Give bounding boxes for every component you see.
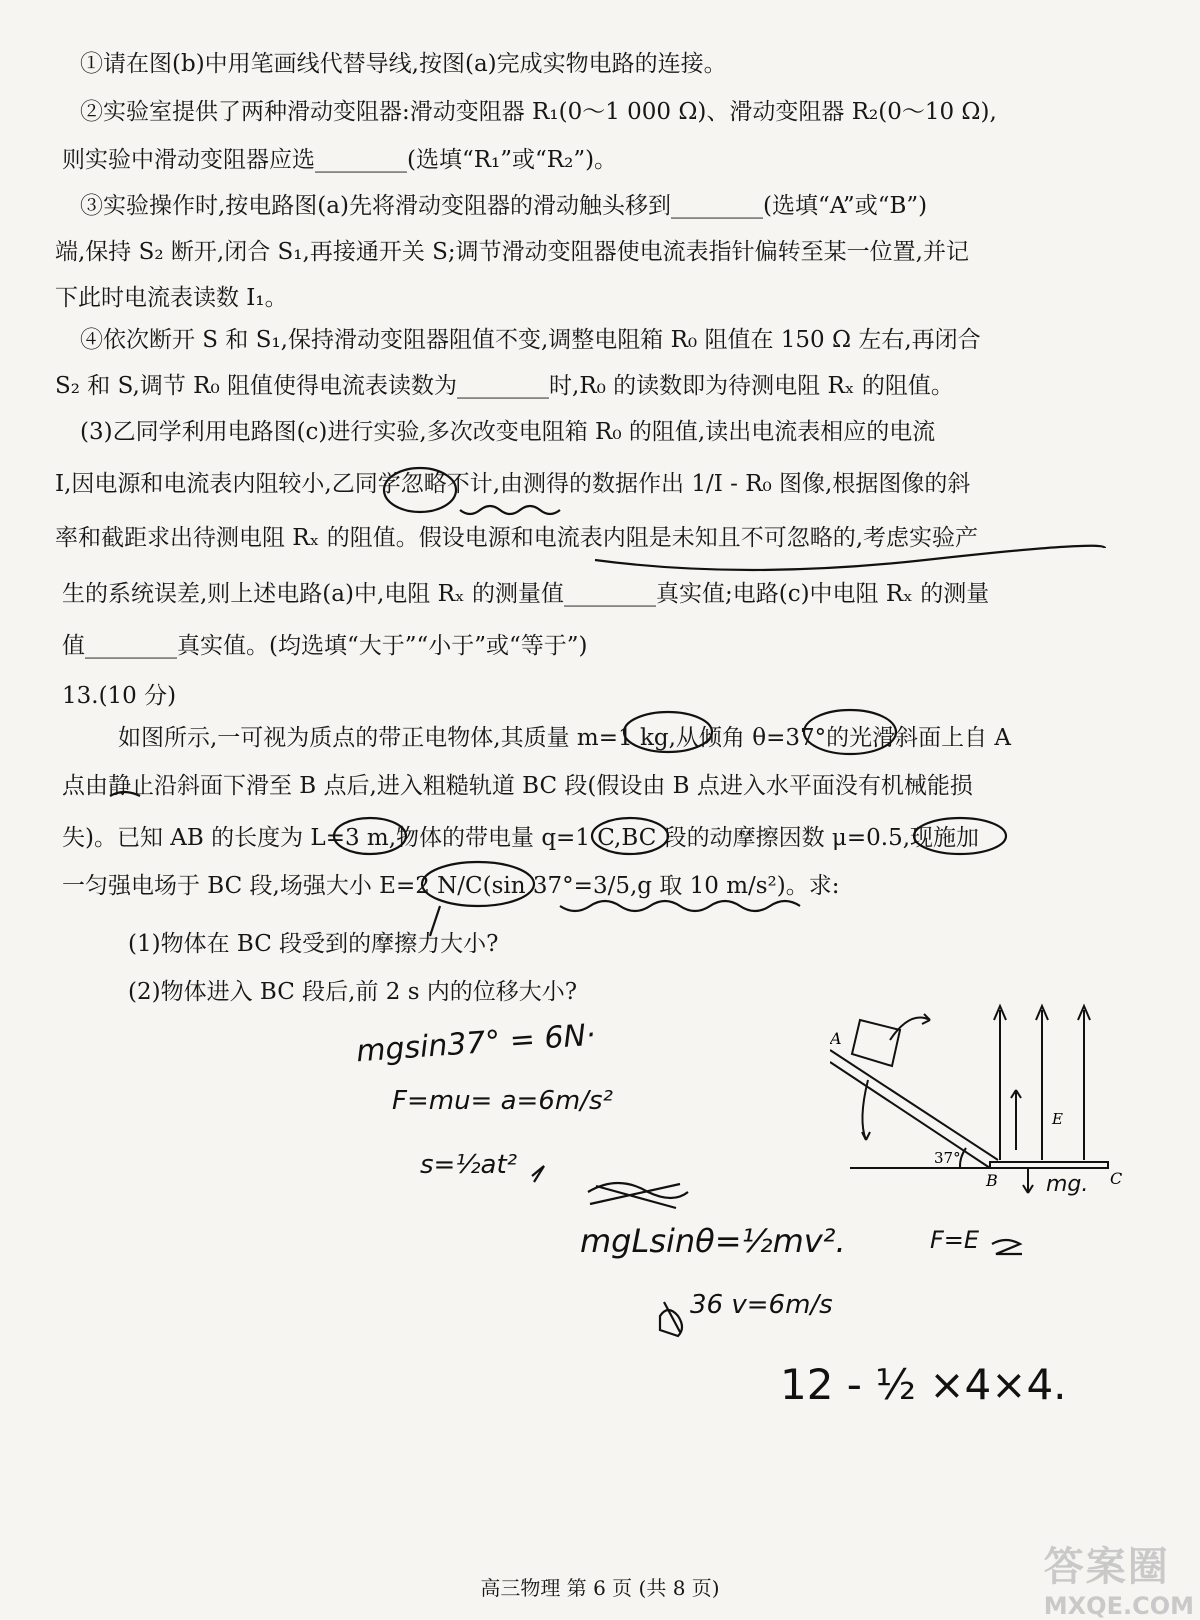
text-line: ④依次断开 S 和 S₁,保持滑动变阻器阻值不变,调整电阻箱 R₀ 阻值在 150 Ω 左右,再闭合 (80, 327, 981, 353)
question-number: 13.(10 分) (62, 683, 177, 709)
handwriting-line: s=½at² (420, 1150, 518, 1180)
watermark-url: MXQE.COM (1043, 1592, 1194, 1620)
label-a: A (830, 1029, 842, 1048)
text-line: 一匀强电场于 BC 段,场强大小 E=2 N/C(sin 37°=3/5,g 取 10 m/s²)。求: (62, 873, 840, 899)
text-line: 如图所示,一可视为质点的带正电物体,其质量 m=1 kg,从倾角 θ=37°的光滑斜面上自 A (118, 725, 1012, 751)
text-line: 下此时电流表读数 I₁。 (55, 285, 288, 311)
scribble (532, 1166, 544, 1182)
handwriting-line: mg. (1046, 1172, 1089, 1197)
handwriting-line: mgsin37° = 6N· (355, 1017, 597, 1070)
text-line: I,因电源和电流表内阻较小,乙同学忽略不计,由测得的数据作出 1/I - R₀ 图像,根据图像的斜 (55, 471, 971, 497)
text-line: ①请在图(b)中用笔画线代替导线,按图(a)完成实物电路的连接。 (80, 51, 727, 77)
text-line: 端,保持 S₂ 断开,闭合 S₁,再接通开关 S;调节滑动变阻器使电流表指针偏转至某一位置,并记 (55, 239, 969, 265)
scribble (992, 1240, 1022, 1254)
scribble (660, 1302, 682, 1336)
watermark (1044, 1535, 1194, 1620)
text-line: 点由静止沿斜面下滑至 B 点后,进入粗糙轨道 BC 段(假设由 B 点进入水平面没有机械能损 (62, 773, 973, 799)
text-line: (1)物体在 BC 段受到的摩擦力大小? (128, 931, 499, 957)
watermark-logo: 答案圈 (1043, 1544, 1170, 1590)
text-line: 失)。已知 AB 的长度为 L=3 m,物体的带电量 q=1 C,BC 段的动摩擦因数 μ=0.5,现施加 (62, 825, 980, 851)
handwriting-line: mgLsinθ=½mv². (580, 1222, 846, 1260)
text-line: 生的系统误差,则上述电路(a)中,电阻 Rₓ 的测量值________真实值;电路(c)中电阻 Rₓ 的测量 (62, 581, 990, 607)
text-line: 则实验中滑动变阻器应选________(选填“R₁”或“R₂”)。 (62, 147, 618, 173)
text-line: ②实验室提供了两种滑动变阻器:滑动变阻器 R₁(0～1 000 Ω)、滑动变阻器 R₂(0～10 Ω), (80, 99, 997, 125)
handwriting-line: 36 v=6m/s (690, 1290, 833, 1320)
handwriting-line: F=E (930, 1226, 980, 1254)
angle-label: 37° (934, 1149, 961, 1167)
scribble (588, 1183, 688, 1208)
text-line: 值________真实值。(均选填“大于”“小于”或“等于”) (62, 633, 588, 659)
text-line: (3)乙同学利用电路图(c)进行实验,多次改变电阻箱 R₀ 的阻值,读出电流表相应的电流 (80, 419, 936, 445)
page-footer: 高三物理 第 6 页 (共 8 页) (480, 1576, 720, 1600)
text-line: S₂ 和 S,调节 R₀ 阻值使得电流表读数为________时,R₀ 的读数即为待测电阻 Rₓ 的阻值。 (55, 373, 954, 399)
handwriting-line: F=mu= a=6m/s² (392, 1086, 613, 1116)
label-e: E (1052, 1110, 1063, 1128)
text-line: (2)物体进入 BC 段后,前 2 s 内的位移大小? (128, 979, 578, 1005)
text-line: 率和截距求出待测电阻 Rₓ 的阻值。假设电源和电流表内阻是未知且不可忽略的,考虑实验产 (55, 525, 978, 551)
handwriting-line: 12 - ½ ×4×4. (780, 1360, 1067, 1409)
label-c: C (1110, 1169, 1123, 1188)
label-b: B (986, 1171, 998, 1190)
text-line: ③实验操作时,按电路图(a)先将滑动变阻器的滑动触头移到________(选填“A”或“B”) (80, 193, 928, 219)
